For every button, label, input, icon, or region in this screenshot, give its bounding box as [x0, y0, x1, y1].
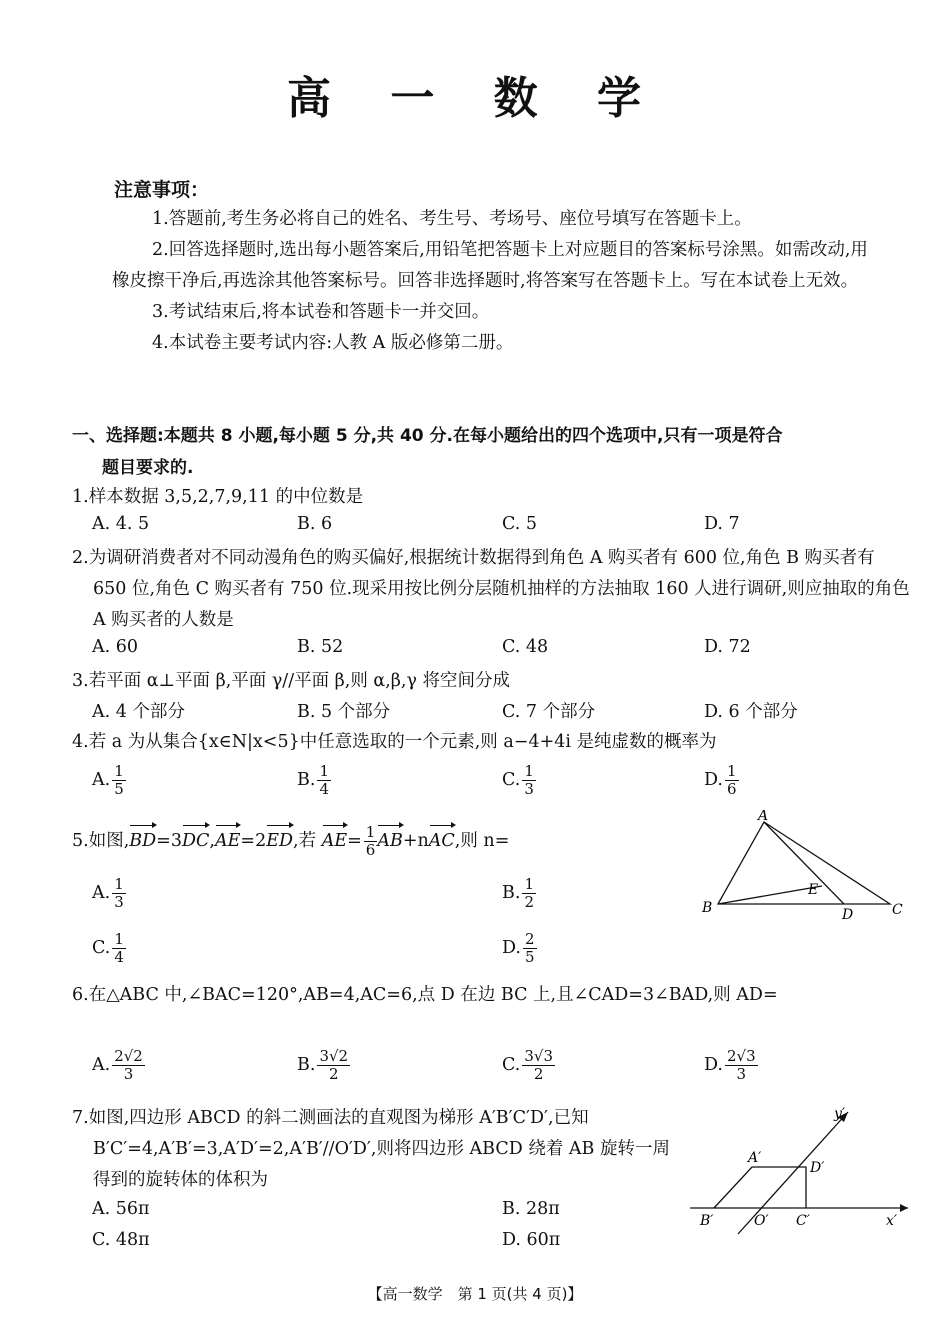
page-footer: 【高一数学 第 1 页(共 4 页)】 — [367, 1285, 583, 1303]
q7-fig-label-y: y′ — [834, 1106, 846, 1122]
q2-option-c: C. 48 — [502, 637, 549, 657]
q5-fig-label-d: D — [842, 907, 854, 923]
question-4-stem: 4.若 a 为从集合{x∈N|x<5}中任意选取的一个元素,则 a−4+4i 是纯虚数的概率为 — [72, 732, 717, 752]
q2-option-b: B. 52 — [297, 637, 344, 657]
q4-option-a: A. $\frac{1}{5}$ — [92, 762, 124, 798]
q5-fig-label-b: B — [702, 900, 713, 916]
q5-option-a: A. $\frac{1}{3}$ — [92, 875, 124, 911]
question-1-stem: 1.样本数据 3,5,2,7,9,11 的中位数是 — [72, 487, 364, 507]
notice-list — [112, 204, 872, 359]
q7-option-b: B. 28π — [502, 1199, 560, 1219]
q1-option-b: B. 6 — [297, 514, 333, 534]
q2-option-d: D. 72 — [704, 637, 751, 657]
q4-option-d: D. $\frac{1}{6}$ — [704, 762, 737, 798]
section-heading-line1: 一、选择题:本题共 8 小题,每小题 5 分,共 40 分.在每小题给出的四个选项中,只有一项是符合 — [72, 426, 783, 446]
q4-option-b: B. $\frac{1}{4}$ — [297, 762, 329, 798]
question-2 — [72, 543, 912, 636]
q7-fig-label-c: C′ — [796, 1213, 810, 1229]
q3-option-d: D. 6 个部分 — [704, 702, 798, 722]
question-3-stem: 3.若平面 α⊥平面 β,平面 γ//平面 β,则 α,β,γ 将空间分成 — [72, 671, 510, 691]
notice-item-4: 4.本试卷主要考试内容:人教 A 版必修第二册。 — [152, 333, 514, 353]
section-heading — [72, 420, 907, 484]
question-4-options — [92, 763, 912, 807]
section-heading-line2: 题目要求的. — [102, 458, 194, 478]
q3-option-a: A. 4 个部分 — [92, 702, 185, 722]
question-6-options — [92, 1048, 912, 1094]
q7-option-d: D. 60π — [502, 1230, 561, 1250]
notice-item-1: 1.答题前,考生务必将自己的姓名、考生号、考场号、座位号填写在答题卡上。 — [152, 209, 752, 229]
q5-fig-label-c: C — [892, 902, 903, 918]
q1-option-d: D. 7 — [704, 514, 740, 534]
q5-fig-label-a: A — [758, 810, 769, 824]
q4-option-c: C. $\frac{1}{3}$ — [502, 762, 534, 798]
q6-option-a: A. $\frac{2√2}{3}$ — [92, 1047, 143, 1083]
question-7-stem: 7.如图,四边形 ABCD 的斜二测画法的直观图为梯形 A′B′C′D′,已知 B′C′=4,A′B′=3,A′D′=2,A′B′//O′D′,则将四边形 ABCD 绕着 AB 旋转一周得到的旋转体的体积为 — [72, 1108, 670, 1190]
q2-option-a: A. 60 — [92, 637, 139, 657]
q1-option-a: A. 4. 5 — [92, 514, 150, 534]
question-6-stem: 6.在△ABC 中,∠BAC=120°,AB=4,AC=6,点 D 在边 BC 上,且∠CAD=3∠BAD,则 AD= — [72, 985, 778, 1005]
q7-fig-label-a: A′ — [748, 1150, 762, 1166]
question-5-stem: 5.如图,BD=3DC,AE=2ED,若 AE= $\frac{1}{6}$ AB+nAC,则 n= — [72, 823, 510, 859]
q6-option-c: C. $\frac{3√3}{2}$ — [502, 1047, 553, 1083]
q7-fig-label-o: O′ — [754, 1213, 769, 1229]
notice-item-2: 2.回答选择题时,选出每小题答案后,用铅笔把答题卡上对应题目的答案标号涂黑。如需改动,用橡皮擦干净后,再选涂其他答案标号。回答非选择题时,将答案写在答题卡上。写在本试卷上无效。 — [112, 240, 868, 291]
q7-option-c: C. 48π — [92, 1230, 150, 1250]
question-4 — [72, 727, 912, 758]
question-1 — [72, 482, 912, 513]
q5-triangle-figure — [690, 810, 920, 925]
notice-heading: 注意事项： — [114, 179, 210, 201]
q7-trapezoid-figure — [686, 1100, 916, 1240]
page-title: 高 一 数 学 — [287, 73, 663, 124]
q5-fig-label-e: E — [808, 882, 819, 898]
question-5 — [72, 822, 692, 859]
question-3 — [72, 666, 912, 697]
q7-option-a: A. 56π — [92, 1199, 150, 1219]
q6-option-b: B. $\frac{3√2}{2}$ — [297, 1047, 349, 1083]
question-5-options-row2 — [92, 931, 912, 975]
q7-fig-label-d: D′ — [810, 1160, 825, 1176]
q3-option-b: B. 5 个部分 — [297, 702, 391, 722]
question-7 — [72, 1103, 682, 1196]
q3-option-c: C. 7 个部分 — [502, 702, 596, 722]
q5-option-b: B. $\frac{1}{2}$ — [502, 875, 534, 911]
q6-option-d: D. $\frac{2√3}{3}$ — [704, 1047, 756, 1083]
question-2-stem: 2.为调研消费者对不同动漫角色的购买偏好,根据统计数据得到角色 A 购买者有 600 位,角色 B 购买者有 650 位,角色 C 购买者有 750 位.现采用按比例分层随机抽样的方法抽取 160 人进行调研,则应抽取的角色 A 购买者的人数是 — [72, 548, 910, 630]
q5-option-c: C. $\frac{1}{4}$ — [92, 930, 124, 966]
q1-option-c: C. 5 — [502, 514, 538, 534]
q7-fig-label-b: B′ — [700, 1213, 714, 1229]
q7-fig-label-x: x′ — [886, 1213, 898, 1229]
q5-option-d: D. $\frac{2}{5}$ — [502, 930, 535, 966]
question-6 — [72, 980, 912, 1011]
notice-item-3: 3.考试结束后,将本试卷和答题卡一并交回。 — [152, 302, 490, 322]
